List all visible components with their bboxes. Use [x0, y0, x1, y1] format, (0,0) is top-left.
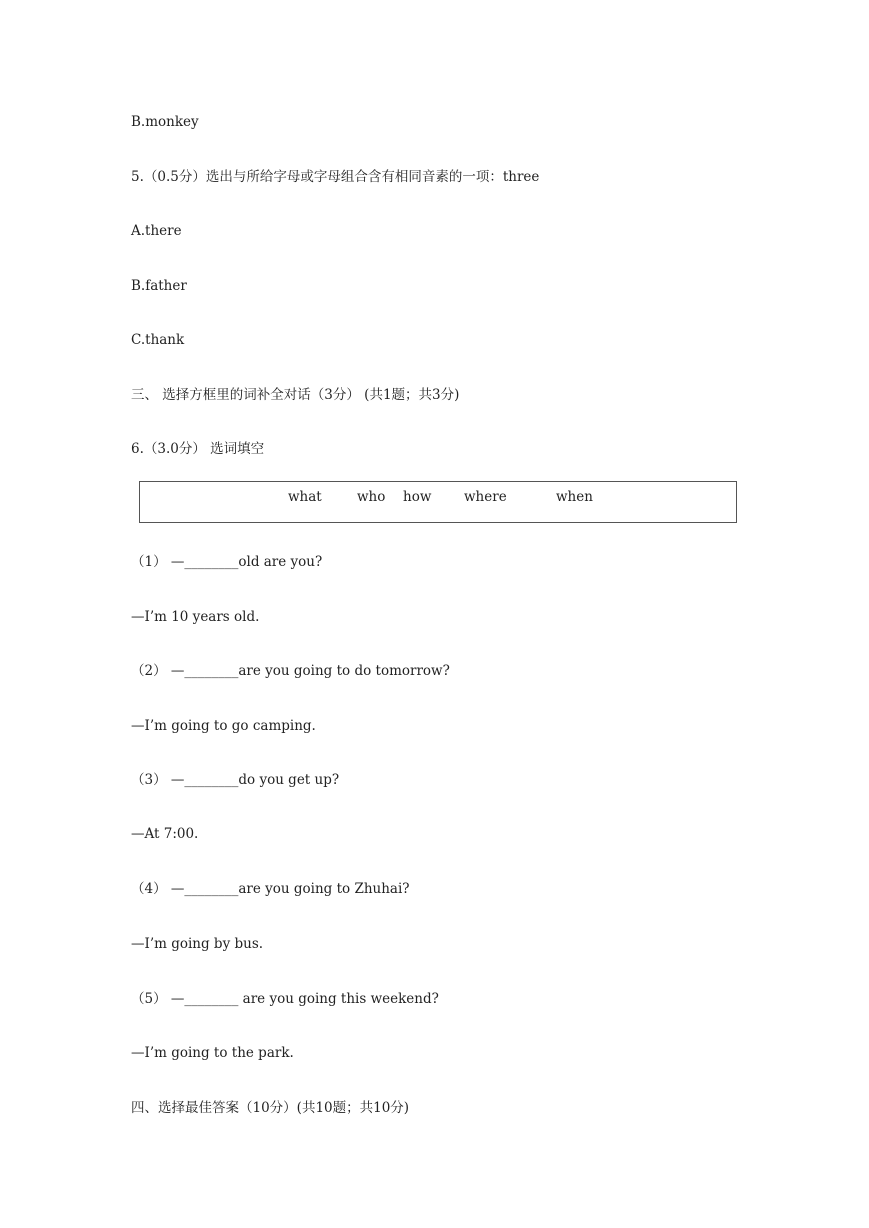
q6-item-5-question: （5） —________ are you going this weekend?: [131, 991, 439, 1007]
section-4-title: 四、选择最佳答案（10分）(共10题；共10分): [131, 1100, 410, 1116]
q5-option-c: C.thank: [131, 332, 185, 348]
q6-item-2-answer: —I’m going to go camping.: [131, 718, 316, 734]
q6-item-3-answer: —At 7:00.: [131, 826, 199, 842]
q6-stem: 6.（3.0分） 选词填空: [131, 441, 265, 457]
q6-item-4-question: （4） —________are you going to Zhuhai?: [131, 881, 410, 897]
word-bank-item: where: [464, 489, 507, 505]
q6-item-1-question: （1） —________old are you?: [131, 554, 323, 570]
word-bank-item: how: [403, 489, 432, 505]
section-3-title: 三、 选择方框里的词补全对话（3分） (共1题；共3分): [131, 387, 460, 403]
q6-item-2-question: （2） —________are you going to do tomorrow?: [131, 663, 450, 679]
q5-option-b: B.father: [131, 278, 187, 294]
q5-option-a: A.there: [131, 223, 182, 239]
word-bank-box: [139, 481, 737, 523]
q6-item-1-answer: —I’m 10 years old.: [131, 609, 260, 625]
q6-item-4-answer: —I’m going by bus.: [131, 936, 264, 952]
word-bank-item: who: [357, 489, 386, 505]
q6-item-3-question: （3） —________do you get up?: [131, 772, 340, 788]
q6-item-5-answer: —I’m going to the park.: [131, 1045, 294, 1061]
q4-option-b: B.monkey: [131, 114, 199, 130]
q5-stem: 5.（0.5分）选出与所给字母或字母组合含有相同音素的一项：three: [131, 169, 540, 185]
word-bank-item: what: [288, 489, 322, 505]
word-bank-item: when: [556, 489, 593, 505]
